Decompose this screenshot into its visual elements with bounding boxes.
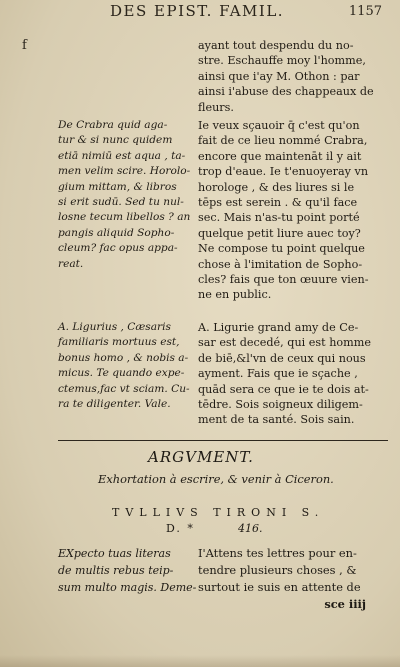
text-line: tēps est serein . & qu'il face	[198, 196, 358, 210]
latin-line: tur & si nunc quidem	[58, 134, 173, 147]
letter2-latin	[58, 320, 192, 412]
latin-line: sum multo magis. Deme-	[58, 581, 197, 594]
letter1-french	[198, 118, 388, 303]
latin-line: bonus homo , & nobis a-	[58, 351, 189, 364]
text-line: quād sera ce que ie te dois at-	[198, 382, 369, 396]
text-line: stre. Eschauffe moy l'homme,	[198, 54, 366, 68]
letter3-latin	[58, 545, 197, 596]
latin-line: de multis rebus teip-	[58, 564, 174, 577]
argument-heading: ARGVMENT.	[148, 448, 254, 466]
latin-line: reat.	[58, 257, 84, 270]
text-line: de biē,&l'vn de ceux qui nous	[198, 351, 366, 365]
text-line: fleurs.	[198, 100, 234, 114]
latin-line: micus. Te quando expe-	[58, 367, 185, 380]
letter1-latin	[58, 118, 192, 272]
text-line: Ne compose tu point quelque	[198, 242, 365, 256]
latin-line: EXpecto tuas literas	[58, 547, 171, 560]
text-line: I'Attens tes lettres pour en-	[198, 546, 357, 560]
text-line: tendre plusieurs choses , &	[198, 563, 357, 577]
latin-line: cleum? fac opus appa-	[58, 242, 178, 255]
latin-line: si erit sudū. Sed tu nul-	[58, 196, 184, 209]
text-line: sar est decedé, qui est homme	[198, 336, 371, 350]
text-line: quelque petit liure auec toy?	[198, 226, 361, 240]
letter1-right-top	[198, 38, 388, 115]
text-line: surtout ie suis en attente de	[198, 580, 361, 594]
text-line: ne en public.	[198, 288, 272, 302]
latin-line: familiaris mortuus est,	[58, 336, 180, 349]
section-divider	[58, 440, 388, 441]
latin-line: A. Ligurius , Cæsaris	[58, 321, 171, 333]
stray-mark: f	[22, 38, 27, 53]
argument-summary: Exhortation à escrire, & venir à Ciceron.	[98, 472, 334, 486]
latin-line: etiā nimiū est aqua , ta-	[58, 149, 186, 162]
text-line: sec. Mais n'as-tu point porté	[198, 211, 360, 225]
salutation: TVLLIVS TIRONI S.	[112, 506, 325, 519]
latin-line: men velim scire. Horolo-	[58, 165, 191, 178]
page-number: 1157	[348, 4, 382, 19]
text-line: chose à l'imitation de Sopho-	[198, 257, 363, 271]
letter-number: 416.	[238, 522, 263, 535]
text-line: trop d'eaue. Ie t'enuoyeray vn	[198, 165, 369, 179]
page-edge-shadow	[0, 655, 400, 667]
text-line: fait de ce lieu nommé Crabra,	[198, 134, 368, 148]
text-line: ment de ta santé. Sois sain.	[198, 413, 355, 427]
text-line: ayment. Fais que ie sçache ,	[198, 367, 358, 381]
text-line: encore que maintenāt il y ait	[198, 149, 362, 163]
letter3-french	[198, 545, 390, 613]
text-line: ainsi i'abuse des chappeaux de	[198, 85, 374, 99]
catchword: sce iiij	[324, 597, 366, 611]
latin-line: ctemus,fac vt sciam. Cu-	[58, 382, 190, 395]
latin-line: pangis aliquid Sopho-	[58, 226, 175, 239]
latin-line: gium mittam, & libros	[58, 180, 177, 193]
latin-line: ra te diligenter. Vale.	[58, 398, 171, 411]
running-head: DES EPIST. FAMIL.	[110, 2, 285, 20]
text-line: Ie veux sçauoir q̄ c'est qu'on	[198, 119, 360, 132]
text-line: horologe , & des liures si le	[198, 180, 355, 194]
letter2-french	[198, 320, 388, 428]
text-line: A. Ligurie grand amy de Ce-	[198, 321, 359, 334]
text-line: ayant tout despendu du no-	[198, 39, 354, 52]
text-line: tēdre. Sois soigneux diligem-	[198, 398, 363, 412]
latin-line: losne tecum libellos ? an	[58, 211, 191, 224]
latin-line: De Crabra quid aga-	[58, 119, 168, 131]
text-line: ainsi que i'ay M. Othon : par	[198, 69, 360, 83]
date-prefix: D. *	[166, 522, 195, 535]
text-line: cles? fais que ton œuure vien-	[198, 273, 369, 287]
